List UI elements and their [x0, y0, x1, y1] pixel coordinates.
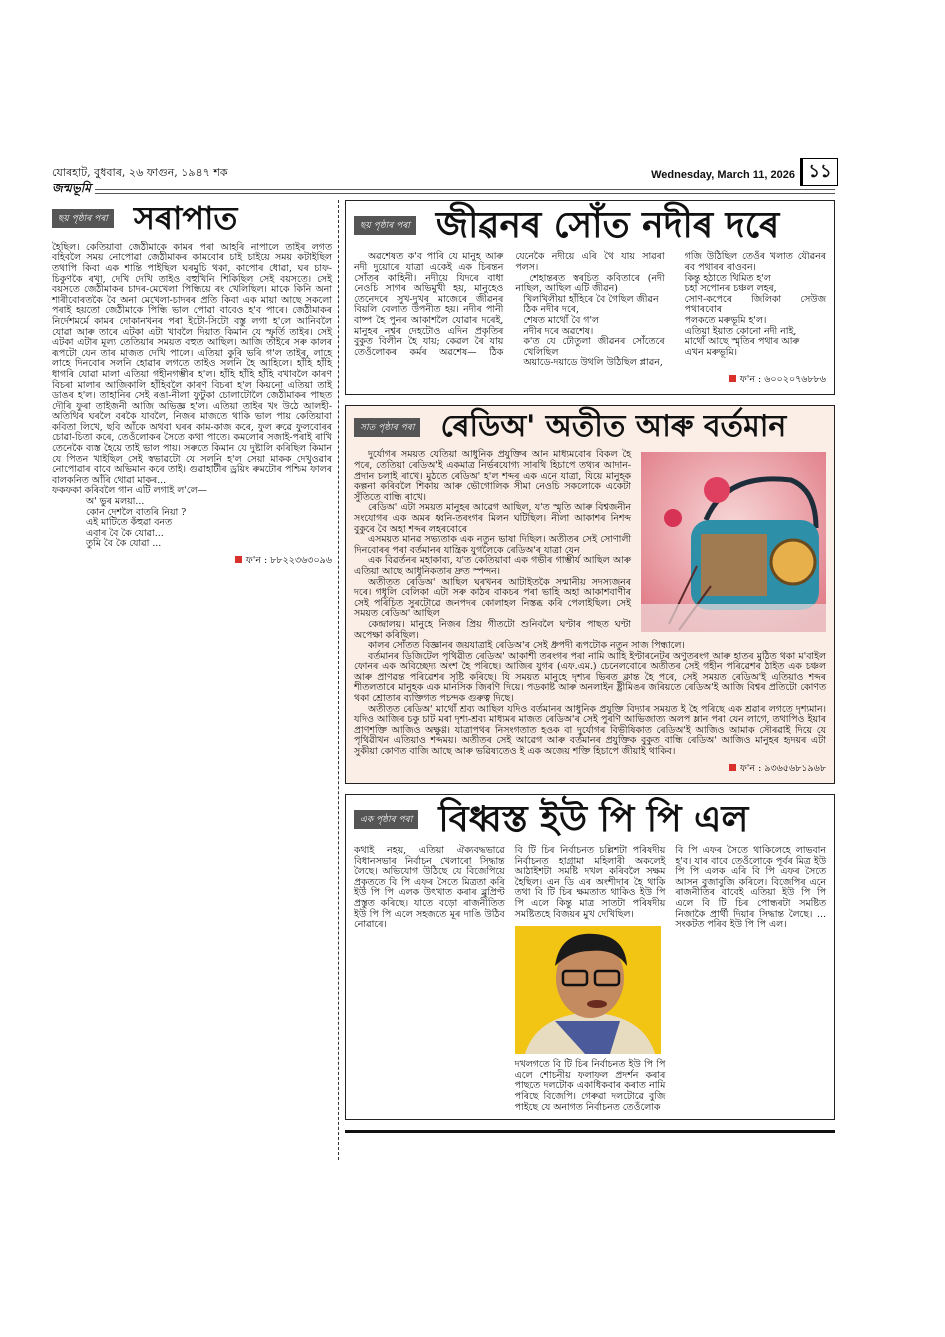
dateline-english: Wednesday, March 11, 2026 [651, 169, 795, 181]
paragraph: কথাই নহয়, এতিয়া ঐক্যবদ্ধভাৱে বিধানসভাৰ নিৰ্বাচন খেলাৰো সিদ্ধান্ত লৈছে। অভিযোগ উঠিছে যে বিজেপিয়ে প্ৰকৃততে বি পি এফৰ সৈতে মিত্ৰতা কৰি ইউ পি পি এলক উৎখাত কৰাৰ ব্লুপ্ৰিণ্ট প্ৰস্তুত কৰিছে। যাতে বড়ো ৰাজনীতিত ইউ পি পি এলে সহজতে মূৰ দাঙি উঠিব নোৱাৰে। [354, 845, 505, 931]
paragraph: বি টি চিৰ নিৰ্বাচনত চল্লিশটা পৰিষদীয় নিৰ্বাচনত হাগ্ৰামা মহিলাৰী অকলেই আঠাইশটা সমষ্টি দখল কৰিবলৈ সক্ষম হৈছিল। এন ডি এৰ অংশীদাৰ হৈ থাকি তথা বি টি চিৰ ক্ষমতাত থাকিও ইউ পি পি এলে কিন্তু মাত্ৰ সাতটা পৰিষদীয় সমষ্টিতহে বিজয়ৰ মুখ দেখিছিল। [514, 845, 666, 920]
poem-line: গজি উঠিছিল তেওঁৰ খলাত যৌৱনৰ ৰব পথাৰৰ ৰাওবন। [684, 251, 826, 273]
continued-tag: ছয় পৃষ্ঠাৰ পৰা [354, 216, 416, 235]
paragraph: শেহান্তৰত স্বৰচিত কবিতাৰে (নদী নাছিল, আছিল এটি জীৱন) [515, 272, 665, 295]
poem-line: পলকতে মৰুভূমি হ'ল। [684, 314, 767, 326]
paragraph: দুৰ্যোগৰ সময়ত যেতিয়া আধুনিক প্ৰযুক্তিৰ আন মাধ্যমবোৰ বিকল হৈ পৰে, তেতিয়া ৰেডিঅ'ই একমাত্ৰ নিৰ্ভৰযোগ্য সাৰথি হিচাপে তথ্যৰ আদান-প্ৰদান চলাই ৰাখে। মুঠতে ৰেডিঅ' হ'ল শব্দৰ এক এনে যাত্ৰা, যিয়ে মানুহক কল্পনা কৰিবলৈ শিকায় আৰু ভৌগোলিক সীমা নেওচি সকলোকে একেটা সুঁতিতে বান্ধি ৰাখে। [354, 449, 631, 503]
uppl-col2 [515, 846, 666, 1113]
poem-line: অ' ভুৰ মলয়া... [86, 496, 145, 508]
poem-line: এখন মৰুভূমি। [684, 346, 738, 358]
dateline-local: যোৰহাট, বুধবাৰ, ২৬ ফাগুন, ১৯৪৭ শক [52, 166, 228, 179]
poem-block [52, 497, 332, 550]
article-radio [345, 405, 835, 784]
paragraph: অতীতত ৰেডিঅ' মাথোঁ শ্ৰব্য আছিল যদিও বৰ্তমানৰ আধুনিক প্ৰযুক্তি বিদ্যাৰ সময়ত ই হৈ পৰিছে এক শ্ৰৱাৰ লগতে দৃশ্যমান। যদিও আজিৰ চকু চাট মৰা দৃশ্য-শ্ৰব্য মাধ্যমৰ মাজত ৰেডিঅ'ৰ সেই পুৰণি আভিজাত্য অলপ ম্লান পৰা যেন লাগে, তথাপিও ইয়াৰ প্ৰাণশক্তি আজিও অক্ষুণ্ণ। যাত্ৰাপথৰ নিসংগতাত হওক বা দুৰ্যোগৰ বিভীষিকাত ৰেডিঅ'ই আজিও আমাক সৌৰৱাই দিয়ে যে পৃথিৱীখন এতিয়াও শব্দময়। অতীতৰ সেই আৱেগ আৰু বৰ্তমানৰ প্ৰযুক্তিক বুকুত বান্ধি ৰেডিঅ' আজিও মানুহৰ হৃদয়ৰ এটা সুকীয়া কোণত বাজি আছে আৰু ভৱিষ্যতেও ই এক অজেয় শক্তি হিচাপে জীয়াই থাকিব। [354, 703, 826, 758]
poem-line: তুমি বৈ কৈ যোৱা ... [86, 538, 162, 550]
newspaper-logo: জন্মভূমি [52, 180, 95, 200]
paragraph: ৰেডিঅ' এটা সময়ত মানুহৰ আৱেগ আছিল, য'ত স্মৃতি আৰু বিশ্বজনীন সংযোগৰ এক অমৰ ধ্বনি-তৰংগৰ মিলন ঘটিছিল। নীলা আকাশৰ নিশব্দ বুকুৰে বৈ অহা শব্দৰ লহৰবোৰে [354, 502, 631, 535]
phone-number: ফ'ন : ৮৮২২৩৬৩০৯৬ [245, 555, 332, 567]
phone-number: ফ'ন : ৬০০২০৭৬৮৮৬ [739, 373, 826, 385]
bottom-rule [345, 1130, 835, 1133]
poem-line: ঠিক নদীৰ দৰে, [523, 304, 579, 316]
article-sorapat [52, 200, 332, 569]
poem-line: অয়াডে-দয়াডে উথলি উঠিছিল প্লাৱন, [523, 357, 663, 369]
poem-line: কিন্তু হঠাতে থিমিত হ'ল [684, 272, 771, 284]
poem-line: নদীৰ দৰে অৱশেষ। [523, 325, 594, 337]
uppl-col1 [354, 846, 505, 1113]
poem-line: মাথোঁ আছে স্মৃতিৰ পথাৰ আৰু [684, 336, 800, 348]
paragraph: হৈছিল। কেতিয়াবা জেঠীমাকে কামৰ পৰা আহৰি নাপালে তাইৰ লগত বহিবলৈ সময় নোপোৱা জেঠীমাকৰ কামবোৰ চাই চাইয়ে সময় কটাইছিল তথাপি কিবা এক শান্তি পাইছিল ঘৰমুচি থকা, কাপোৰ ধোৱা, ঘৰ চাফ-চিকুণকৈ ৰখা, দেখি দেখি তাইও বহুখিনি শিকিছিল সেই বয়সতে। সেই বয়সতে জেঠীমাকৰ চাদৰ-মেখেলা পিন্ধিয়ে ৰং খেলিছিল। মাকে কিনি অনা শাৰীবোৰতকৈ বৈ অনা মেখেলা-চাদৰৰ প্ৰতি কিবা এক মায়া আছে সকলো পৰাই হয়তো জেঠীমাকে পিন্ধি ভাল পোৱা বাবেও হ'ব পাৰে। জেঠীমাকৰ নিৰ্দেশমৰ্মে কামৰ দোকানখনৰ পৰা ইটো-সিটো বস্তু লগা হ'লে আনিবলৈ যোৱা আৰু তাৰে এটকা এটা খাবলৈ দিয়াত কিমান যে স্ফূৰ্তি তাইৰ। সেই এটকা এটাৰ মূল্য তেতিয়াৰ সময়ত বহুত আছিল। আজি তাইৰে সৰু কালৰ ৰূপটো যেন তাৰ মাজত দেখি পালে। এতিয়া কুৰি ভৰি গ'ল তাইৰ, লাহে লাহে দিনবোৰ সলনি হোৱাৰ লগতে তাইও সলনি হৈ আহিলে। হাঁহি হাঁহি ধাগৰি যোৱা মালা এতিয়া গহীনগম্ভীৰ হ'ল। হাঁহি হাঁহি হাঁহি বখাবলৈ কাৰণ বিচৰা মালাৰ আজিকালি হাঁহিবলৈ কাৰণ বিচৰা হ'ল কিয়নো এতিয়া তাই ডাঙৰ হ'ল। তাহানিৰ সেই ৰঙা-নীলা ফুটুকা চোলাটোলৈ জেঠীমাকৰ পাছত দৌৰি ফুৰা তাইজনী আজি অভিজ্ঞ হ'ল। এতিয়া তাইৰ খং উঠে আলহী-অতিথিৰ ঘৰলৈ বৰকৈ যাবলৈ, নিজৰ মাজতে থাকি ভাল পায় কেতিয়াবা কবিতা লিখে, ছবি আঁকে অথবা ঘৰৰ কাম-কাজ কৰে, ফুল ৰুৱে ফুলবোৰৰ চোৱা-চিতা কৰে, তেওঁলোকৰ সৈতে কথা পাতে। কমলোৰ সজাই-পৰাই ৰাখি তেনেকৈ ব্যস্ত হৈয়ে তাই ভাল পায়। সৰুতে কিমান যে দুষ্টালি কৰিছিল কিমান যে পিতন খাইছিল সেই স্বভাৱটো যে সলনি হ'ল সেয়া মাকক দেখুওৱাৰ নোপোৱাৰ বাবে অভিমান কৰে তাই। গুৱাহাটীৰ ড্ৰয়িং ৰুমটোৰ পশ্চিম ফালৰ বালকনিত আঁৰি থোৱা মাকৰ... [52, 241, 332, 486]
paragraph: কেন্দ্ৰালয়। মানুহে নিজৰ প্ৰিয় গীতটো শুনিবলৈ ঘণ্টাৰ পাছত ঘণ্টা অপেক্ষা কৰিছিল। [354, 618, 631, 641]
article-header [354, 410, 826, 445]
article-body-sorapat [52, 243, 332, 550]
article-jibon [345, 200, 835, 395]
article-body-uppl [354, 846, 826, 1113]
article-title-jibon: জীৱনৰ সোঁত নদীৰ দৰে [435, 204, 780, 246]
paragraph: এসময়ত মানৱ সভ্যতাক এক নতুন ভাষা দিছিল। অতীতৰ সেই সোণালী দিনবোৰৰ পৰা বৰ্তমানৰ যান্ত্ৰিক যুগলৈকে ৰেডিঅ'ৰ যাত্ৰা যেন [354, 534, 631, 556]
phone-line [354, 373, 826, 388]
marker-icon [729, 375, 736, 382]
phone-line [52, 554, 332, 569]
politician-photo [515, 926, 661, 1054]
poem-line: সোণ-কপেৰে জিলিকা সেউজ পথাৰবোৰ [684, 293, 826, 316]
poem-line: ক'ত যে ঢৌতুলা জীৱনৰ সোঁতেৰে খেলিছিল [523, 336, 665, 358]
article-header [52, 200, 332, 237]
paragraph: এক বিৱৰ্তনৰ মহাকাব্য, য'ত কেতিয়াবা এক গভীৰ গাম্ভীৰ্য আছিল আৰু এতিয়া আছে আধুনিকতাৰ দ্ৰুত স্পন্দন। [354, 555, 631, 577]
phone-number: ফ'ন : ৯৩৬৫৬৮১৯৬৮ [739, 762, 826, 774]
article-title-radio: ৰেডিঅ' অতীত আৰু বৰ্তমান [440, 408, 787, 444]
lead-in: ফকফকা কৰিবলৈ গান এটি লগাই ল'লে— [52, 485, 207, 497]
poem-line: চহা সপোনৰ চঞ্চল লহৰ, [684, 283, 777, 295]
phone-line [354, 762, 826, 777]
paragraph: দখলগতে বি টি চিৰ নিৰ্বাচনত ইউ পি পি এলে শোচনীয় ফলাফল প্ৰদৰ্শন কৰাৰ পাছতে দলটোক একাধিকবাৰ কৰাত নামি পৰিছে বিজেপি। গেৰুৱা দলটোৱে বুজি পাইছে যে অনাগত নিৰ্বাচনত তেওঁলোক [514, 1059, 666, 1113]
article-header [354, 799, 826, 840]
marker-icon [729, 764, 736, 771]
article-uppl [345, 794, 835, 1121]
paragraph: অতীতত ৰেডিঅ' আছিল ঘৰখনৰ আটাইতকৈ সন্মানীয় সদস্যজনৰ দৰে। গধূলি বেলিকা এটা সৰু কাঠৰ বাকচৰ পৰা ভাহি অহা আকাশবাণীৰ সেই পৰিচিত সুৰটোৱে জনপদৰ কোলাহল নিস্তব্ধ কৰি পেলাইছিল। সেই সময়ত ৰেডিঅ' আছিল [354, 576, 631, 620]
marker-icon [235, 556, 242, 563]
poem-line: কোন দেশলৈ বাতৰি নিয়া ? [86, 506, 187, 518]
poem-line: শেষত মাথোঁ বৈ গ'ল [523, 314, 600, 326]
continued-tag: এক পৃষ্ঠাৰ পৰা [354, 810, 418, 829]
page-number: ১১ [800, 158, 838, 186]
article-body-jibon [354, 252, 826, 369]
article-body-radio [354, 450, 826, 757]
masthead-rule [52, 189, 835, 194]
radio-photo [641, 452, 826, 632]
continued-tag: সাত পৃষ্ঠাৰ পৰা [354, 418, 420, 437]
right-column [345, 200, 835, 1133]
article-title-uppl: বিধ্বস্ত ইউ পি পি এল [438, 797, 749, 840]
paragraph: কালৰ সোঁতত বিজ্ঞানৰ জয়যাত্ৰাই ৰেডিঅ'ৰ সেই ধ্ৰুপদী ৰূপটোক নতুন সাজ পিন্ধালে। [368, 640, 685, 652]
poem-line: এবাৰ বৈ কৈ যোৱা... [86, 527, 164, 539]
poem-line: খিলখিলীয়া হাঁহিৰে বৈ গৈছিল জীৱন [523, 293, 659, 305]
article-title-sorapat: সৰাপাত [133, 199, 238, 237]
uppl-col3 [675, 846, 826, 1113]
article-header [354, 205, 826, 246]
paragraph: বৰ্তমানৰ ডিজিটেল পৃথিৱীত ৰেডিঅ' আকাশী তৰংগৰ পৰা নামি আহি ইণ্টাৰনেটৰ অণুতৰংগ আৰু হাতৰ মুঠিত থকা ম'বাইল ফোনৰ এক অবিচ্ছেদ্য অংশ হৈ পৰিছে। আজিৰ যুগৰ (এফ.এম.) চেনেলবোৰে অতীতৰ সেই গহীন পৰিৱেশৰ ঠাইত এক চঞ্চল আৰু প্ৰাণৱন্ত পৰিৱেশৰ সৃষ্টি কৰিছে। যি সময়ত মানুহে দৃশ্যৰ ভিৰত ক্লান্ত হৈ পৰে, সেই সময়ত ৰেডিঅ'ই এতিয়াও শব্দৰ শীতলতাৰে মানুহক এক মানসিক জিৰণি দিয়ে। পডকাষ্ট আৰু অনলাইন ষ্ট্ৰীমিঙৰ জৰিয়তে ৰেডিঅ'ই আজি বিশ্বৰ প্ৰতিটো কোণত থকা শ্ৰোতাৰ ব্যক্তিগত পচন্দক গুৰুত্ব দিছে। [354, 650, 826, 705]
poem-line: এই মাটিতে কঁহুৱা বনত [86, 517, 173, 529]
column-divider [338, 200, 339, 1160]
poem-line: এতিয়া ইয়াত কোনো নদী নাই, [684, 325, 797, 337]
paragraph: অৱশেষত ক'ব পাৰি যে মানুহ আৰু নদী দুয়োৰে যাত্ৰা একেই এক চিৰন্তন সোঁতৰ কাহিনী। নদীয়ে যিদৰে বাধা নেওচি সাগৰ অভিমুখী হয়, মানুহেও তেনেদৰে সুখ-দুখৰ মাজেৰে জীৱনৰ বিয়লি বেলাত উপনীত হয়। নদীৰ পানী বাষ্প হৈ পুনৰ আকাশলৈ যোৱাৰ দৰেই, মানুহৰ নশ্বৰ দেহটোও এদিন প্ৰকৃতিৰ বুকুত বিলীন হৈ যায়; কেৱল ৰৈ যায় তেওঁলোকৰ কৰ্মৰ অৱশেষ— ঠিক যেনেকৈ নদীয়ে এৰি থৈ যায় সাৱৰা পলস। [354, 251, 665, 358]
paragraph: বি পি এফৰ সৈতে থাকিলেহে লাভবান হ'ব। যাৰ বাবে তেওঁলোকে পূৰ্বৰ মিত্ৰ ইউ পি পি এলক এৰি বি পি এফৰ সৈতে আসন বুজাবুজি কৰিলে। বিজেপিৰ এনে ৰাজনীতিৰ বাবেই এতিয়া ইউ পি পি এলে বি টি চিৰ পোন্ধৰটা সমষ্টিত নিজাকৈ প্ৰাৰ্থী দিয়াৰ সিদ্ধান্ত লৈছে। ... সংকটত পৰিব ইউ পি পি এল। [675, 845, 826, 931]
continued-tag: ছয় পৃষ্ঠাৰ পৰা [52, 209, 114, 228]
